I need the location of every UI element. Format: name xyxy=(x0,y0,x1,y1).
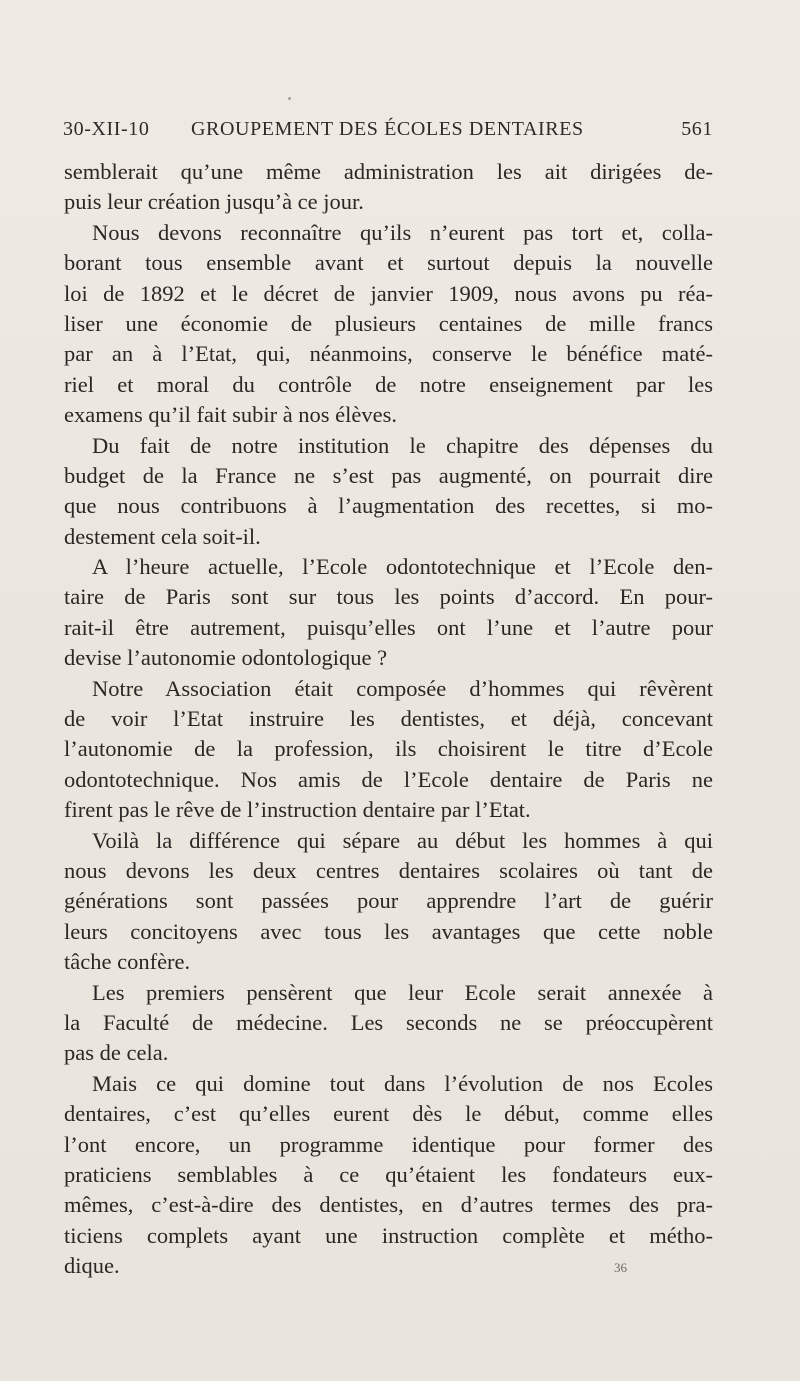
text-line: Notre Association était composée d’hommes qui rêvèrent xyxy=(92,675,713,701)
text-line: odontotechnique. Nos amis de l’Ecole dentaire de Paris ne xyxy=(64,766,713,792)
running-header xyxy=(63,118,713,152)
text-line: riel et moral du contrôle de notre enseignement par les xyxy=(64,371,713,397)
text-line: par an à l’Etat, qui, néanmoins, conserve le bénéfice maté- xyxy=(64,341,713,367)
text-line: dentaires, c’est qu’elles eurent dès le début, comme elles xyxy=(64,1101,713,1127)
text-line: que nous contribuons à l’augmentation des recettes, si mo- xyxy=(64,493,713,519)
text-line: générations sont passées pour apprendre l’art de guérir xyxy=(64,888,713,914)
text-line: Mais ce qui domine tout dans l’évolution de nos Ecoles xyxy=(92,1070,713,1096)
text-line: budget de la France ne s’est pas augmenté, on pourrait dire xyxy=(64,462,713,488)
text-line: praticiens semblables à ce qu’étaient les fondateurs eux- xyxy=(64,1161,713,1187)
text-line: loi de 1892 et le décret de janvier 1909, nous avons pu réa- xyxy=(64,280,713,306)
text-line: firent pas le rêve de l’instruction dentaire par l’Etat. xyxy=(64,797,531,823)
text-line: de voir l’Etat instruire les dentistes, et déjà, concevant xyxy=(64,706,713,732)
text-line: taire de Paris sont sur tous les points d’accord. En pour- xyxy=(64,584,713,610)
signature-mark: 36 xyxy=(614,1260,627,1275)
text-line: devise l’autonomie odontologique ? xyxy=(64,645,388,671)
text-line: Du fait de notre institution le chapitre des dépenses du xyxy=(92,432,713,458)
text-line: ticiens complets ayant une instruction complète et métho- xyxy=(64,1222,713,1248)
text-line: mêmes, c’est-à-dire des dentistes, en d’autres termes des pra- xyxy=(64,1192,713,1218)
text-line: destement cela soit-il. xyxy=(64,523,261,549)
text-line: Voilà la différence qui sépare au début les hommes à qui xyxy=(92,827,713,853)
text-line: leurs concitoyens avec tous les avantages que cette noble xyxy=(64,918,713,944)
text-line: Les premiers pensèrent que leur Ecole serait annexée à xyxy=(92,979,713,1005)
text-line: rait-il être autrement, puisqu’elles ont l’une et l’autre pour xyxy=(64,614,713,640)
text-line: l’autonomie de la profession, ils choisirent le titre d’Ecole xyxy=(64,736,713,762)
text-line: semblerait qu’une même administration les ait dirigées de- xyxy=(64,159,713,184)
body-text xyxy=(64,157,713,1281)
text-line: dique. xyxy=(64,1253,120,1279)
text-line: liser une économie de plusieurs centaines de mille francs xyxy=(64,310,713,336)
text-line: examens qu’il fait subir à nos élèves. xyxy=(64,402,398,428)
header-title: GROUPEMENT DES ÉCOLES DENTAIRES xyxy=(191,118,584,140)
text-line: tâche confère. xyxy=(64,949,191,975)
text-line: nous devons les deux centres dentaires scolaires où tant de xyxy=(64,857,713,883)
text-line: la Faculté de médecine. Les seconds ne se préoccupèrent xyxy=(64,1009,713,1035)
text-line: Nous devons reconnaître qu’ils n’eurent pas tort et, colla- xyxy=(92,219,713,245)
text-line: A l’heure actuelle, l’Ecole odontotechnique et l’Ecole den- xyxy=(92,554,713,580)
page-number: 561 xyxy=(681,118,713,140)
paper-speck xyxy=(288,97,291,100)
text-line: puis leur création jusqu’à ce jour. xyxy=(64,189,364,215)
text-line: pas de cela. xyxy=(64,1040,169,1066)
header-date: 30-XII-10 xyxy=(63,118,150,140)
text-line: borant tous ensemble avant et surtout depuis la nouvelle xyxy=(64,250,713,276)
text-line: l’ont encore, un programme identique pour former des xyxy=(64,1131,713,1157)
